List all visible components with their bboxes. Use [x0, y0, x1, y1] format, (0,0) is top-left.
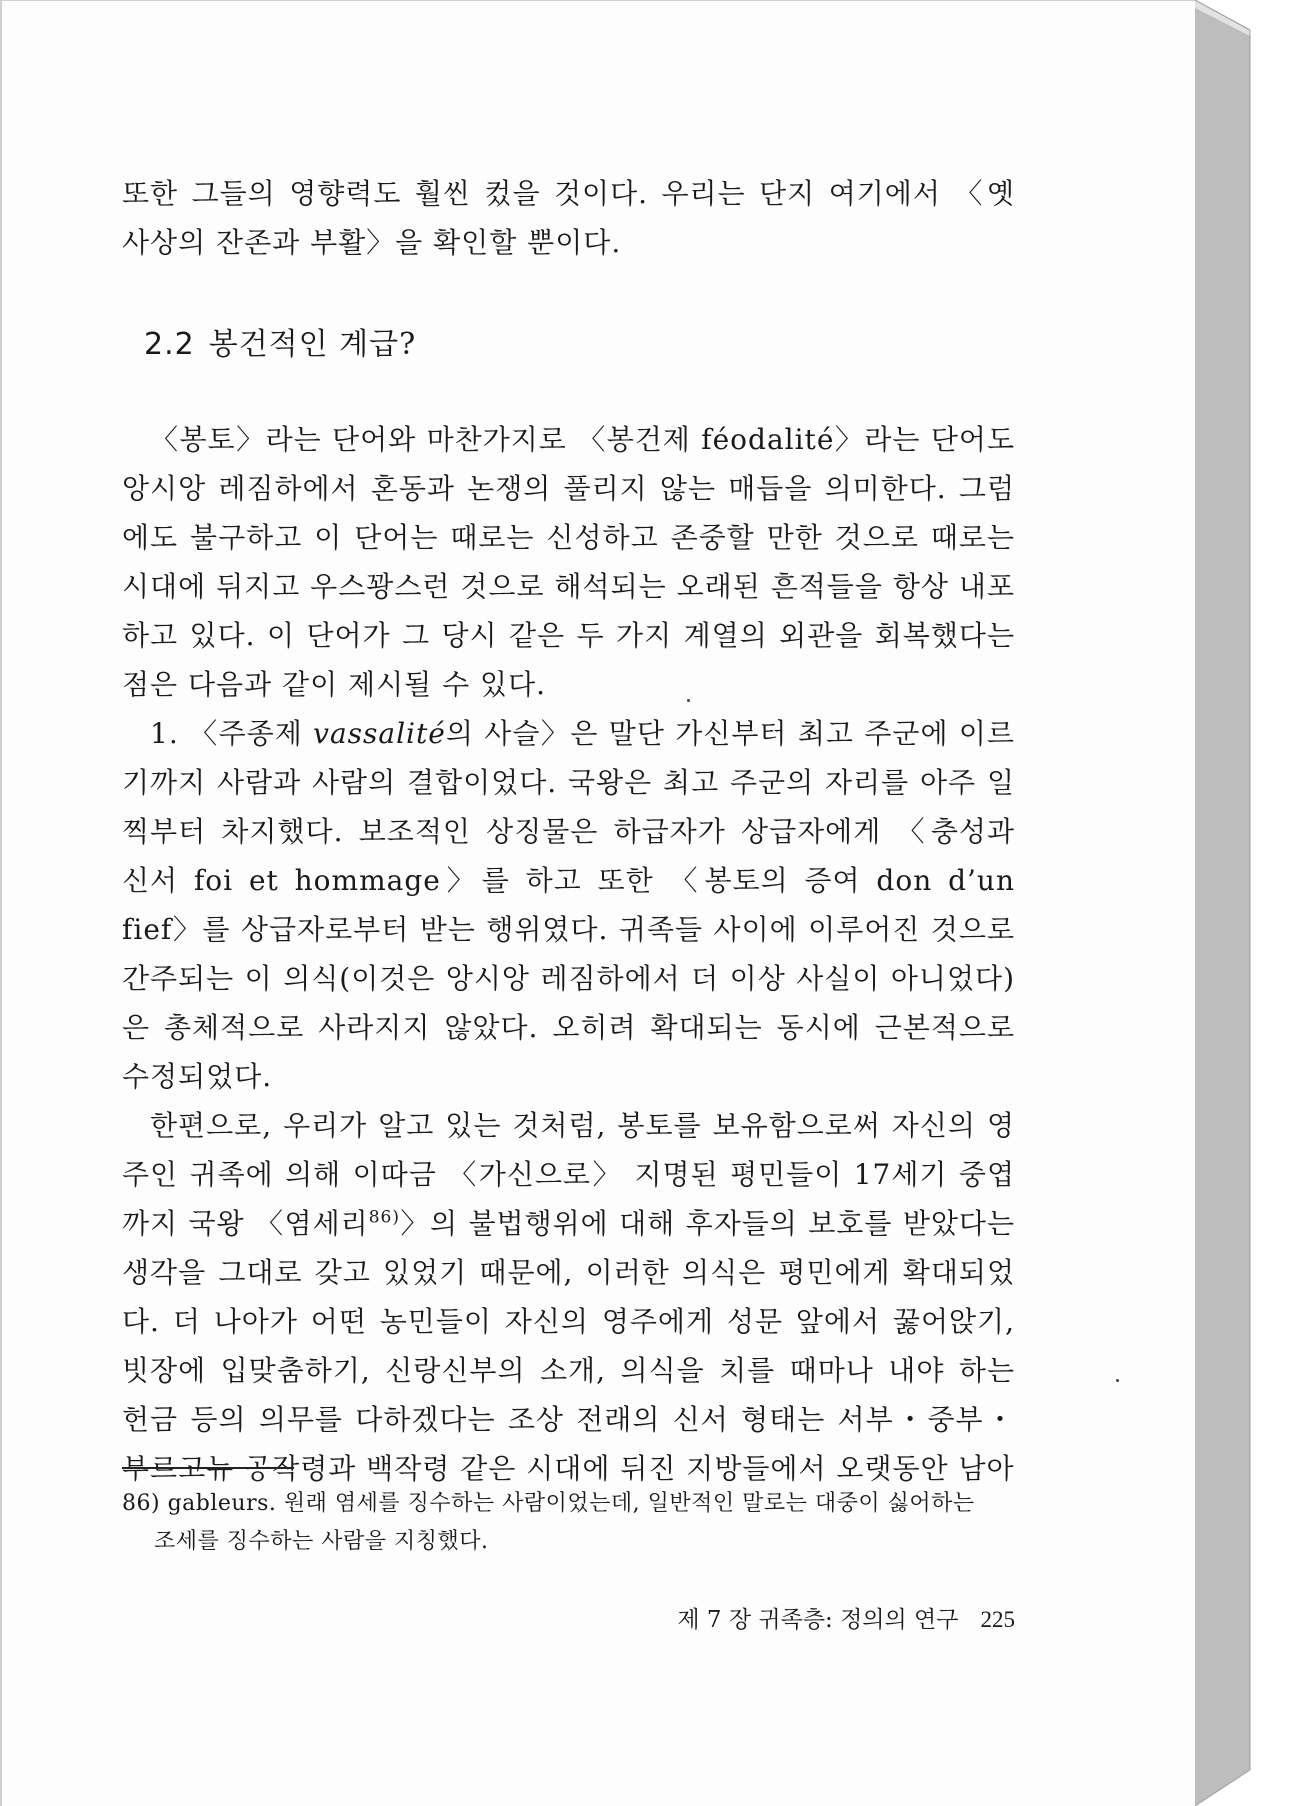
section-body: [122, 415, 1015, 1493]
page-stack-edge: [1195, 0, 1255, 1806]
footnote: [122, 1485, 1015, 1561]
section-title: 봉건적인 계급?: [208, 327, 417, 362]
paragraph-3-before: 한편으로, 우리가 알고 있는 것처럼, 봉토를 보유함으로써 자신의 영주인 귀족에 의해 이따금 〈가신으로〉 지명된 평민들이 17세기 중엽까지 국왕 〈염세리: [122, 1109, 1015, 1240]
footnote-line-1: 86) gableurs. 원래 염세를 징수하는 사람이었는데, 일반적인 말로는 대중이 싫어하는: [122, 1491, 975, 1516]
paragraph-1: 〈봉토〉라는 단어와 마찬가지로 〈봉건제 féodalité〉라는 단어도 앙시앙 레짐하에서 혼동과 논쟁의 풀리지 않는 매듭을 의미한다. 그럼에도 불구하고 이 단어는 때로는 신성하고 존중할 만한 것으로 때로는 시대에 뒤지고 우스꽝스런 것으로 해석되는 오래된 흔적들을 항상 내포하고 있다. 이 단어가 그 당시 같은 두 가지 계열의 외관을 회복했다는 점은 다음과 같이 제시될 수 있다.: [122, 423, 1015, 701]
footnote-line-2: 조세를 징수하는 사람을 지칭했다.: [154, 1529, 489, 1554]
paragraph-2: [122, 709, 1015, 1101]
running-footer: [122, 1605, 1015, 1635]
paragraph-2-term: vassalité: [313, 717, 446, 750]
page-number: 225: [980, 1607, 1015, 1632]
footnote-divider: [122, 1467, 294, 1469]
paragraph-2-after: 의 사슬〉은 말단 가신부터 최고 주군에 이르기까지 사람과 사람의 결합이었다. 국왕은 최고 주군의 자리를 아주 일찍부터 차지했다. 보조적인 상징물은 하급자가 상급자에게 〈충성과 신서 foi et hommage〉를 하고 또한 〈봉토의 증여 don d’un fief〉를 상급자로부터 받는 행위였다. 귀족들 사이에 이루어진 것으로 간주되는 이 의식(이것은 앙시앙 레짐하에서 더 이상 사실이 아니었다)은 총체적으로 사라지지 않았다. 오히려 확대되는 동시에 근본적으로 수정되었다.: [122, 717, 1015, 1093]
intro-paragraph: 또한 그들의 영향력도 훨씬 컸을 것이다. 우리는 단지 여기에서 〈옛 사상의 잔존과 부활〉을 확인할 뿐이다.: [122, 177, 1015, 259]
paragraph-2-before: 1. 〈주종제: [150, 717, 314, 750]
paragraph-3: [122, 1101, 1015, 1493]
chapter-title: 제 7 장 귀족층: 정의의 연구: [677, 1607, 959, 1633]
section-number: 2.2: [144, 327, 195, 362]
section-heading: [144, 325, 1015, 365]
paragraph-3-after: 〉의 불법행위에 대해 후자들의 보호를 받았다는 생각을 그대로 갖고 있었기 때문에, 이러한 의식은 평민에게 확대되었다. 더 나아가 어떤 농민들이 자신의 영주에게 성문 앞에서 꿇어앉기, 빗장에 입맞춤하기, 신랑신부의 소개, 의식을 치를 때마나 내야 하는 헌금 등의 의무를 다하겠다는 조상 전래의 신서 형태는 서부・중부・부르고뉴 공작령과 백작령 같은 시대에 뒤진 지방들에서 오랫동안 남아: [122, 1207, 1016, 1485]
page-content: [122, 169, 1015, 1493]
footnote-reference: 86): [368, 1207, 400, 1228]
